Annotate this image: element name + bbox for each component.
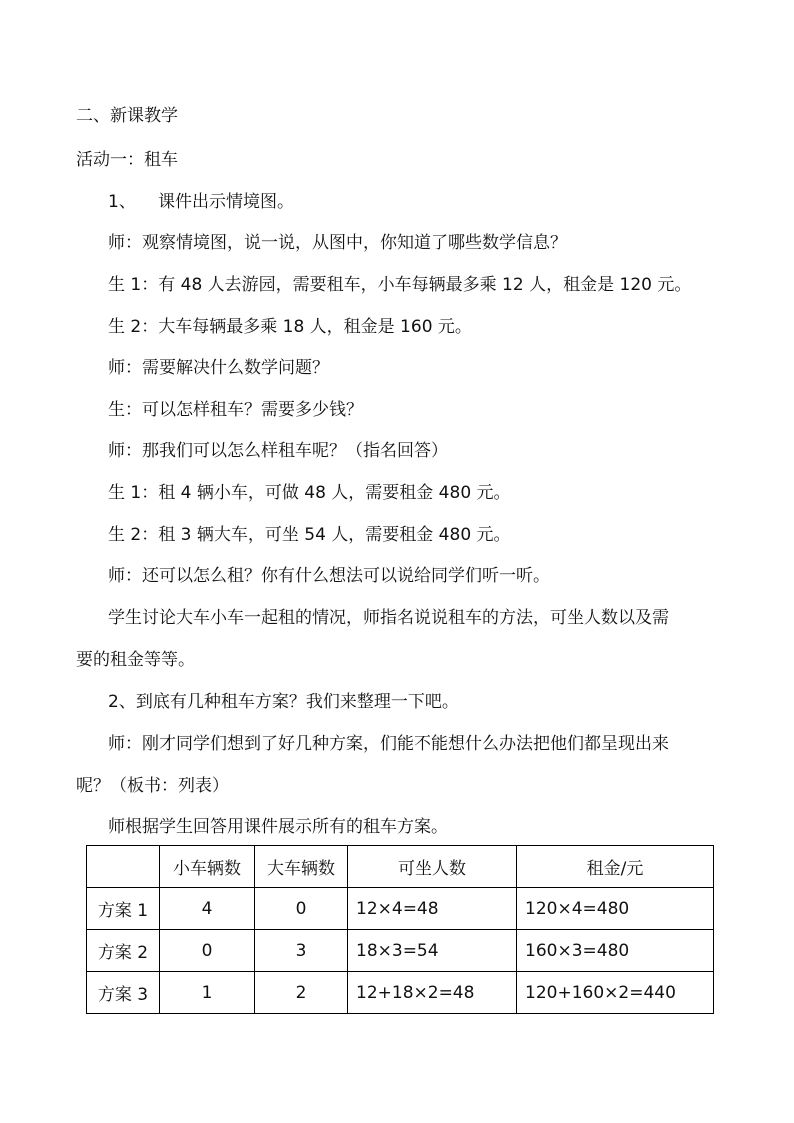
seats-cell: 12×4=48 — [348, 888, 517, 930]
large-car-count-cell: 3 — [255, 930, 348, 972]
rent-cell: 120×4=480 — [517, 888, 714, 930]
dialogue-line: 生：可以怎样租车？需要多少钱？ — [108, 400, 363, 420]
table-intro: 师根据学生回答用课件展示所有的租车方案。 — [108, 817, 448, 837]
large-car-count-cell: 0 — [255, 888, 348, 930]
dialogue-line: 生 2：租 3 辆大车，可坐 54 人，需要租金 480 元。 — [108, 525, 511, 545]
step-1-number: 1、 — [108, 192, 136, 212]
large-car-count-cell: 2 — [255, 972, 348, 1014]
rent-cell: 120+160×2=440 — [517, 972, 714, 1014]
plan-name-cell: 方案 1 — [87, 888, 160, 930]
header-cell-seats: 可坐人数 — [348, 846, 517, 888]
section-heading: 二、新课教学 — [76, 106, 178, 126]
discussion-line-2: 要的租金等等。 — [76, 650, 195, 670]
dialogue-line: 师：需要解决什么数学问题？ — [108, 358, 329, 378]
dialogue-line: 生 1：有 48 人去游园，需要租车，小车每辆最多乘 12 人，租金是 120 元。 — [108, 275, 692, 295]
dialogue-line: 师：那我们可以怎么样租车呢？（指名回答） — [108, 441, 448, 461]
header-cell-small-cars: 小车辆数 — [160, 846, 255, 888]
seats-cell: 18×3=54 — [348, 930, 517, 972]
table-row — [87, 930, 714, 972]
seats-cell: 12+18×2=48 — [348, 972, 517, 1014]
dialogue-line: 师：观察情境图，说一说，从图中，你知道了哪些数学信息？ — [108, 233, 567, 253]
step-1-text: 课件出示情境图。 — [158, 192, 294, 212]
header-cell-empty — [87, 846, 160, 888]
plan-name-cell: 方案 2 — [87, 930, 160, 972]
step-2: 2、到底有几种租车方案？我们来整理一下吧。 — [108, 692, 459, 712]
rent-cell: 160×3=480 — [517, 930, 714, 972]
small-car-count-cell: 0 — [160, 930, 255, 972]
header-cell-large-cars: 大车辆数 — [255, 846, 348, 888]
dialogue-line: 师：还可以怎么租？你有什么想法可以说给同学们听一听。 — [108, 566, 550, 586]
dialogue-line: 生 1：租 4 辆小车，可做 48 人，需要租金 480 元。 — [108, 483, 511, 503]
table-row — [87, 888, 714, 930]
teacher-prompt-line-1: 师：刚才同学们想到了好几种方案，们能不能想什么办法把他们都呈现出来 — [108, 734, 669, 754]
table-header-row — [87, 846, 714, 888]
header-cell-rent: 租金/元 — [517, 846, 714, 888]
table-row — [87, 972, 714, 1014]
plan-name-cell: 方案 3 — [87, 972, 160, 1014]
activity-heading: 活动一：租车 — [76, 150, 178, 170]
small-car-count-cell: 1 — [160, 972, 255, 1014]
discussion-line-1: 学生讨论大车小车一起租的情况，师指名说说租车的方法，可坐人数以及需 — [108, 608, 669, 628]
dialogue-line: 生 2：大车每辆最多乘 18 人，租金是 160 元。 — [108, 317, 472, 337]
small-car-count-cell: 4 — [160, 888, 255, 930]
rental-plan-table — [86, 845, 714, 1014]
teacher-prompt-line-2: 呢？（板书：列表） — [76, 776, 229, 796]
